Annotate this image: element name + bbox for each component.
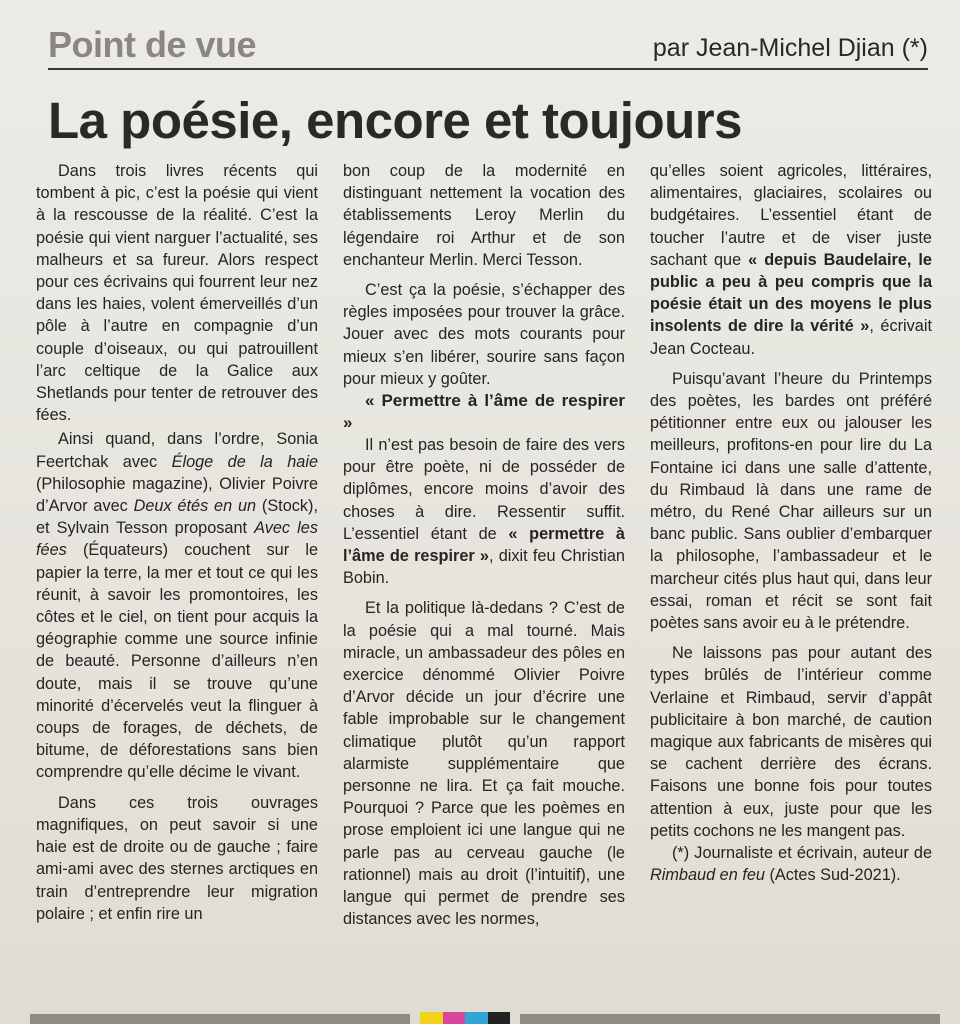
section-label: Point de vue <box>48 24 257 65</box>
book-title: Avec les fées <box>36 519 318 560</box>
section-subheading: « Permettre à l’âme de respirer » <box>343 391 625 433</box>
print-color-marks <box>420 1012 510 1024</box>
book-title: Deux étés en un <box>133 497 257 516</box>
text-run: , écrivait Jean Cocteau. <box>650 317 932 358</box>
article-column-1 <box>36 160 318 925</box>
quotation: « depuis Baudelaire, le public a peu à peu compris que la poésie était un des moyens le plus insolents de dire la vérité » <box>650 250 932 336</box>
text-run: , dixit feu Christian Bobin. <box>343 547 625 588</box>
paragraph <box>36 428 318 783</box>
article-column-3 <box>650 160 932 887</box>
article-headline: La poésie, encore et toujours <box>48 92 742 149</box>
paragraph <box>650 160 932 360</box>
paragraph: Puisqu’avant l’heure du Printemps des poètes, les bardes ont préféré pétitionner entre eux ou jalouser les meilleurs, profitons-en pour lire du La Fontaine ici dans une salle d’attente, du Rimbaud là dans une rame de métro, du René Char ailleurs sur un banc public. Sans oublier d’embarquer la philosophe, l’ambassadeur et le marcheur cités plus haut qui, dans leur essai, roman et récit se sont fait poètes sans avoir eu à le prétendre. <box>650 369 932 633</box>
paragraph: Ne laissons pas pour autant des types brûlés de l’intérieur comme Verlaine et Rimbaud, servir d’appât publicitaire à bon marché, de caution magique aux fabricants de misères qui se cachent derrière des écrans. Faisons une bonne fois pour toutes attention à eux, juste pour que les petits cochons ne les mangent pas. <box>650 644 932 840</box>
text-run: (Équateurs) couchent sur le papier la terre, la mer et tout ce qui les réunit, à savoir les promontoires, les côtes et le ciel, on tient pour acquis la géographie comme une source infinie de beauté. Personne d’ailleurs n’en doute, mais il se trouve qu’une minorité d’écervelés veut la flinguer à coups de forages, de déchets, de bitume, de déforestations sans bien comprendre qu’elle décime le vivant. <box>36 541 318 782</box>
text-run: (*) Journaliste et écrivain, auteur de <box>672 844 932 863</box>
book-title: Rimbaud en feu <box>650 866 765 885</box>
author-byline: par Jean-Michel Djian (*) <box>652 34 928 62</box>
paragraph: C’est ça la poésie, s’échapper des règles imposées pour trouver la grâce. Jouer avec des mots courants pour mieux s’en libérer, sourire sans façon pour mieux y goûter. <box>343 281 625 388</box>
color-swatch <box>420 1012 443 1024</box>
color-swatch <box>488 1012 511 1024</box>
text-run: (Philosophie magazine), Olivier Poivre d’Arvor avec <box>36 474 318 516</box>
color-swatch <box>443 1012 466 1024</box>
book-title: Éloge de la haie <box>171 452 318 471</box>
paragraph: Et la politique là-dedans ? C’est de la poésie qui a mal tourné. Mais miracle, un ambassadeur des pôles en exercice dénommé Olivier Poivre d’Arvor décide un jour d’écrire une fable improbable sur le changement climatique plutôt qu’un rapport alarmiste supplémentaire que personne ne lira. Et ça fait mouche. Pourquoi ? Parce que les poèmes en prose emploient ici une langue qui ne parle pas au cerveau gauche (le rationnel) mais au droit (l’intuitif), une langue qui permet de prendre ses distances avec les normes, <box>343 599 625 929</box>
paragraph: Dans ces trois ouvrages magnifiques, on peut savoir si une haie est de droite ou de gauche ; faire ami-ami avec des sternes arctiques en train d’entreprendre leur migration polaire ; et enfin rire un <box>36 793 318 923</box>
column-header <box>48 22 928 70</box>
text-run: (Stock), et Sylvain Tesson proposant <box>36 497 318 538</box>
text-run: Il n’est pas besoin de faire des vers pour être poète, ni de posséder de diplômes, encore moins d’avoir des choses à dire. Ressentir suffit. L’essentiel étant de <box>343 436 625 543</box>
color-swatch <box>465 1012 488 1024</box>
paragraph <box>343 434 625 589</box>
quotation: « permettre à l’âme de respirer » <box>343 524 625 566</box>
text-run: Ainsi quand, dans l’ordre, Sonia Feertchak avec <box>36 430 318 471</box>
print-margin-bar <box>520 1014 940 1024</box>
paragraph: Dans trois livres récents qui tombent à pic, c’est la poésie qui vient à la rescousse de la réalité. C’est la poésie qui vient narguer l’actualité, ses malheurs et sa fureur. Alors respect pour ces écrivains qui fourrent leur nez dans les haies, volent émerveillés d’un pôle à l’autre en compagnie d’un couple d’oiseaux, ou qui patrouillent l’arc celtique de la Galice aux Shetlands pour tenter de retrouver des fées. <box>36 162 318 425</box>
print-margin-bar <box>30 1014 410 1024</box>
article-column-2 <box>343 160 625 931</box>
text-run: qu’elles soient agricoles, littéraires, alimentaires, glaciaires, scolaires ou budgétaires. L’essentiel étant de toucher l’autre et de viser juste sachant que <box>650 162 932 269</box>
author-note <box>650 842 932 886</box>
paragraph: bon coup de la modernité en distinguant nettement la vocation des établissements Leroy Merlin du légendaire roi Arthur et de son enchanteur Merlin. Merci Tesson. <box>343 162 625 269</box>
text-run: (Actes Sud-2021). <box>764 866 901 885</box>
